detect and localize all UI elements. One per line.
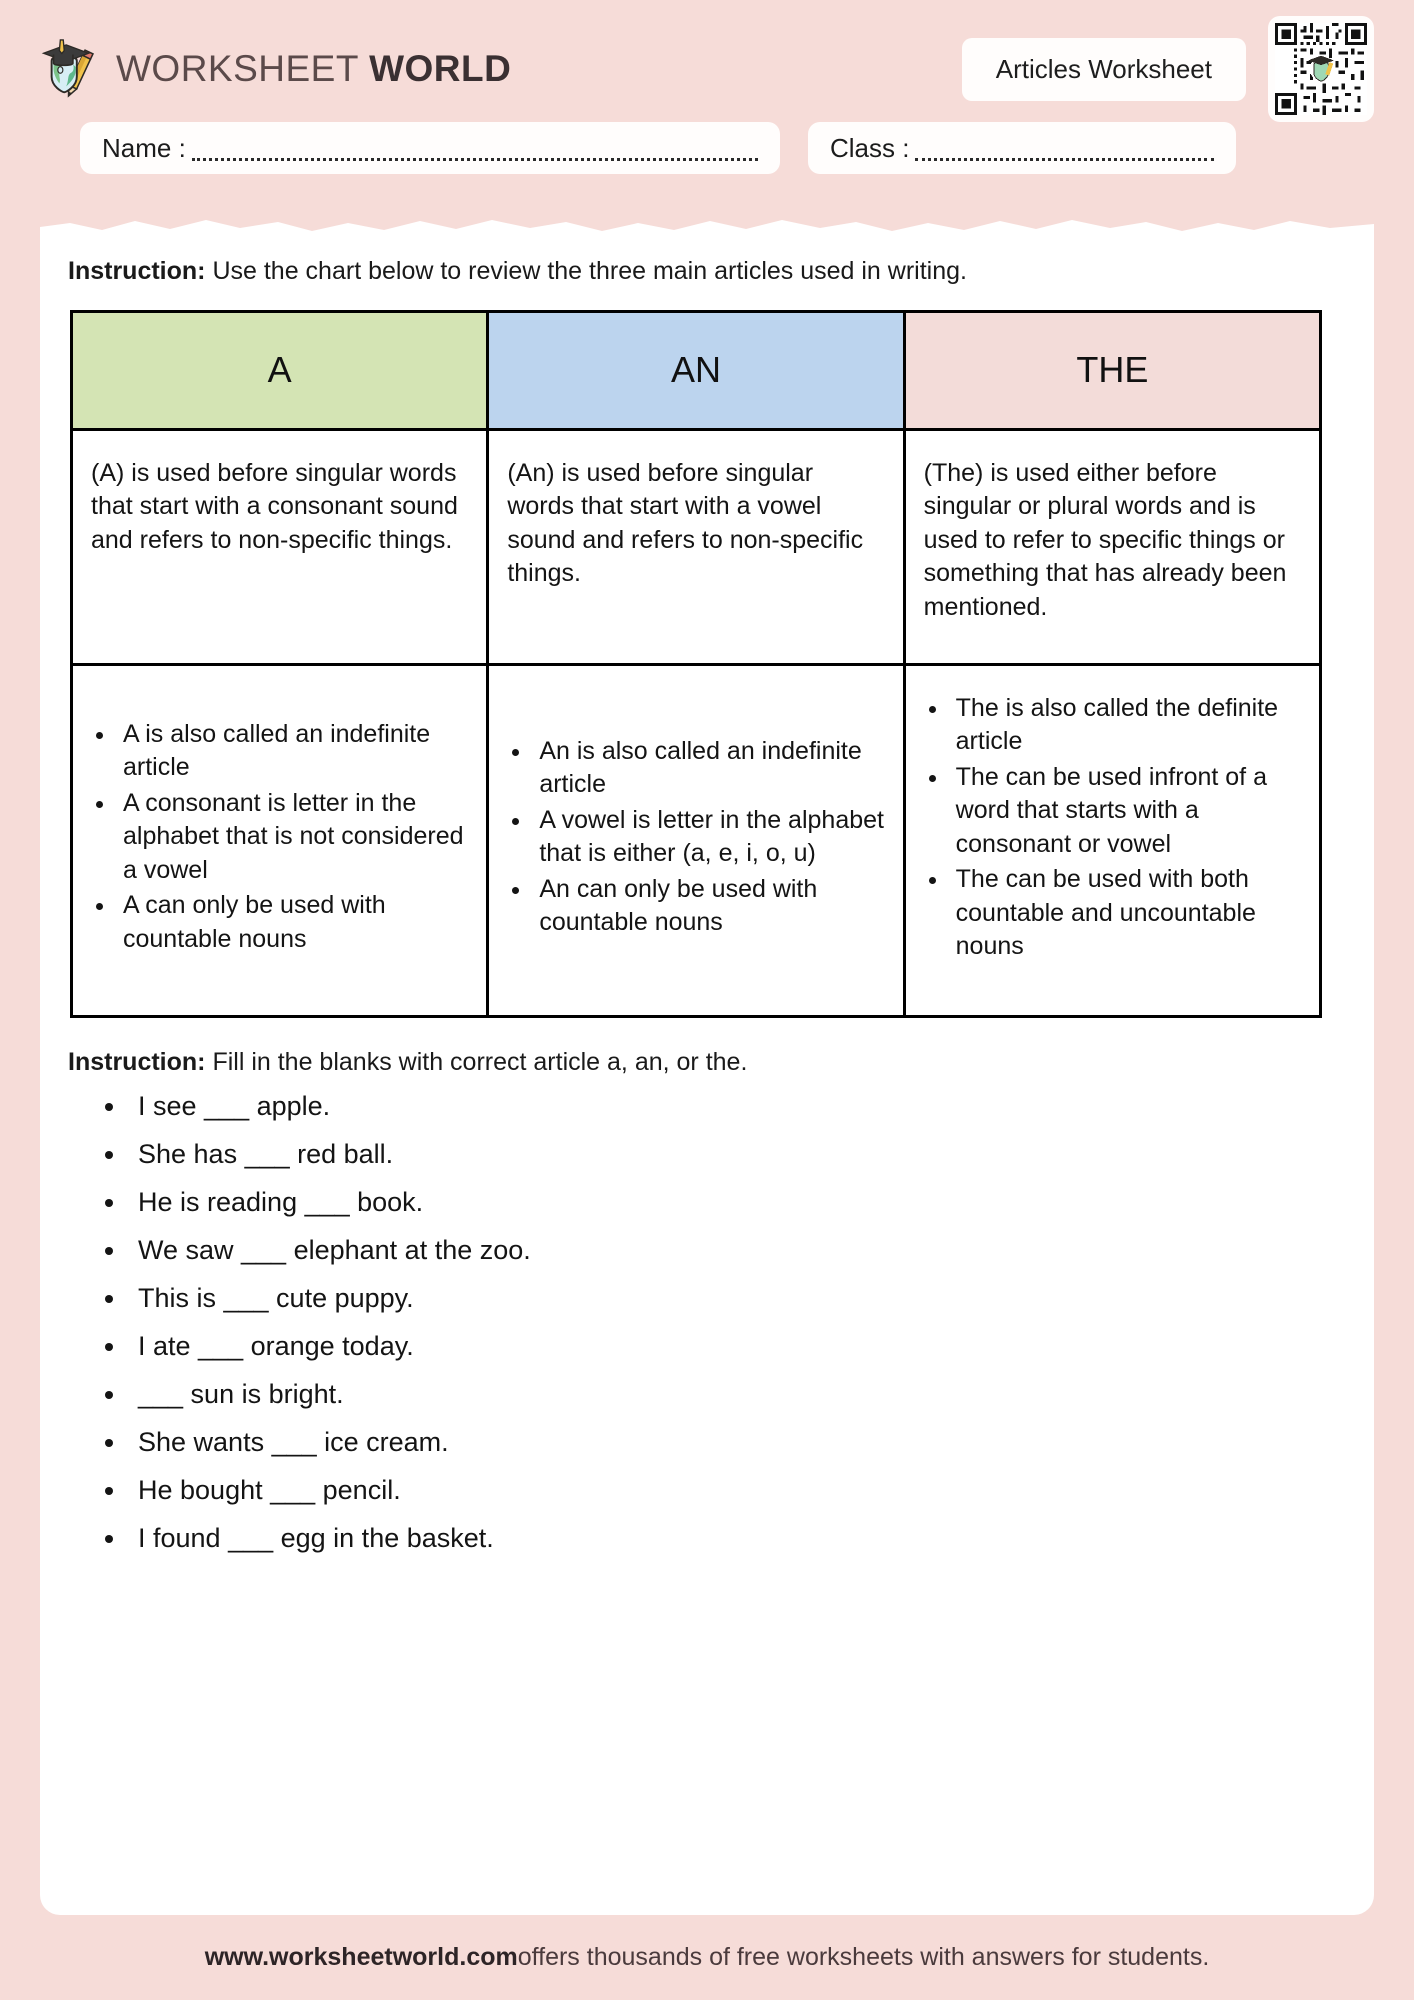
list-item[interactable]: • This is ___ cute puppy. bbox=[128, 1285, 1346, 1312]
list-item[interactable]: • ___ sun is bright. bbox=[128, 1381, 1346, 1408]
instruction-2-text: Fill in the blanks with correct article a, an, or the. bbox=[212, 1047, 748, 1076]
header-right-group bbox=[962, 16, 1374, 122]
page-header bbox=[0, 0, 1414, 180]
name-input-line[interactable] bbox=[192, 158, 758, 161]
list-item: • An can only be used with countable nouns bbox=[533, 873, 892, 940]
description-an: (An) is used before singular words that start with a vowel sound and refers to non-specific things. bbox=[488, 429, 904, 664]
bullet-list-an bbox=[533, 735, 892, 940]
list-item[interactable]: • He bought ___ pencil. bbox=[128, 1477, 1346, 1504]
brand-logo bbox=[40, 38, 511, 100]
instruction-1-text: Use the chart below to review the three main articles used in writing. bbox=[212, 257, 967, 285]
exercise-list bbox=[128, 1090, 1346, 1553]
bullets-a bbox=[72, 664, 488, 1016]
list-item: • A can only be used with countable nouns bbox=[117, 889, 476, 956]
footer-text: offers thousands of free worksheets with answers for students. bbox=[517, 1943, 1210, 1971]
worksheet-title-badge: Articles Worksheet bbox=[962, 38, 1246, 101]
list-item[interactable]: • I ate ___ orange today. bbox=[128, 1333, 1346, 1360]
table-bullets-row bbox=[72, 664, 1321, 1016]
instruction-2-label: Instruction: bbox=[68, 1047, 206, 1076]
brand-name bbox=[116, 48, 511, 90]
header-top-row bbox=[40, 30, 1374, 108]
list-item: • A consonant is letter in the alphabet that is not considered a vowel bbox=[117, 787, 476, 888]
worksheet-paper bbox=[40, 215, 1374, 1915]
brand-name-light: WORKSHEET bbox=[116, 48, 359, 89]
list-item[interactable]: • He is reading ___ book. bbox=[128, 1189, 1346, 1216]
table-header-row bbox=[72, 311, 1321, 429]
footer-site-url[interactable]: www.worksheetworld.com bbox=[204, 1943, 518, 1971]
table-description-row bbox=[72, 429, 1321, 664]
brand-name-bold: WORLD bbox=[369, 48, 512, 89]
list-item[interactable]: • I found ___ egg in the basket. bbox=[128, 1525, 1346, 1552]
list-item[interactable]: • She wants ___ ice cream. bbox=[128, 1429, 1346, 1456]
graduation-cap-globe-pencil-icon bbox=[40, 38, 102, 100]
class-input-line[interactable] bbox=[915, 158, 1214, 161]
page-footer bbox=[0, 1915, 1414, 2000]
list-item[interactable]: • I see ___ apple. bbox=[128, 1093, 1346, 1120]
list-item: • A is also called an indefinite article bbox=[117, 718, 476, 785]
column-header-an: AN bbox=[488, 311, 904, 429]
class-field[interactable] bbox=[808, 122, 1236, 174]
bullet-list-the bbox=[950, 692, 1309, 964]
bullets-an bbox=[488, 664, 904, 1016]
qr-code-icon[interactable] bbox=[1268, 16, 1374, 122]
column-header-the: THE bbox=[904, 311, 1320, 429]
bullets-the bbox=[904, 664, 1320, 1016]
instruction-1 bbox=[68, 255, 1346, 288]
class-label: Class : bbox=[830, 132, 910, 163]
bullet-list-a bbox=[117, 718, 476, 957]
list-item[interactable]: • We saw ___ elephant at the zoo. bbox=[128, 1237, 1346, 1264]
name-label: Name : bbox=[102, 132, 186, 163]
list-item: • The can be used with both countable and uncountable nouns bbox=[950, 863, 1309, 964]
torn-paper-edge bbox=[40, 214, 1374, 240]
list-item: • An is also called an indefinite article bbox=[533, 735, 892, 802]
list-item[interactable]: • She has ___ red ball. bbox=[128, 1141, 1346, 1168]
student-fields bbox=[40, 122, 1374, 174]
column-header-a: A bbox=[72, 311, 488, 429]
list-item: • The is also called the definite article bbox=[950, 692, 1309, 759]
description-the: (The) is used either before singular or plural words and is used to refer to specific things or something that has already been mentioned. bbox=[904, 429, 1320, 664]
instruction-1-label: Instruction: bbox=[68, 257, 206, 285]
list-item: • The can be used infront of a word that starts with a consonant or vowel bbox=[950, 761, 1309, 862]
articles-reference-table bbox=[70, 310, 1322, 1018]
name-field[interactable] bbox=[80, 122, 780, 174]
paper-content bbox=[40, 215, 1374, 1552]
list-item: • A vowel is letter in the alphabet that is either (a, e, i, o, u) bbox=[533, 804, 892, 871]
instruction-2 bbox=[68, 1048, 1346, 1077]
description-a: (A) is used before singular words that start with a consonant sound and refers to non-specific things. bbox=[72, 429, 488, 664]
